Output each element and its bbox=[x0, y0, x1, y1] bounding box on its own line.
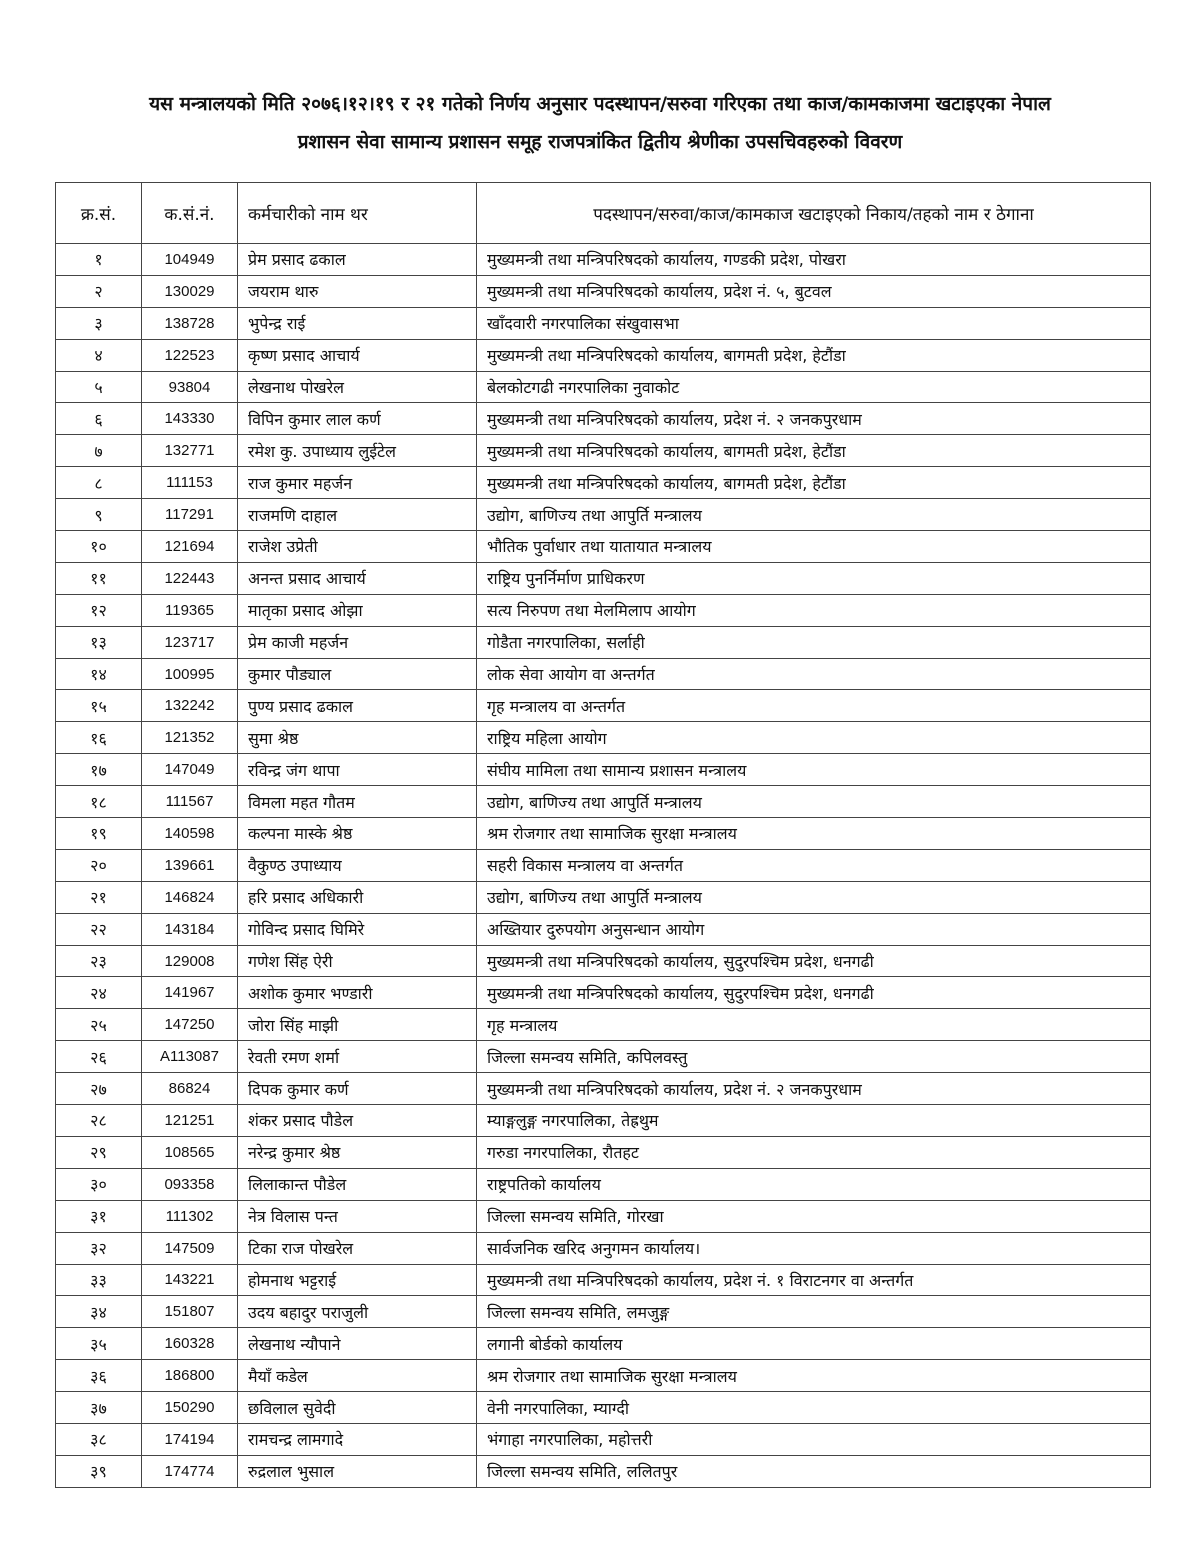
cell-serial-number: ३० bbox=[56, 1168, 142, 1200]
cell-serial-number: १० bbox=[56, 531, 142, 563]
cell-employee-name: कुमार पौड्याल bbox=[238, 658, 477, 690]
cell-posting-office: मुख्यमन्त्री तथा मन्त्रिपरिषदको कार्यालय, बागमती प्रदेश, हेटौंडा bbox=[477, 435, 1151, 467]
cell-employee-code: 111302 bbox=[142, 1200, 238, 1232]
cell-posting-office: राष्ट्रपतिको कार्यालय bbox=[477, 1168, 1151, 1200]
cell-employee-name: छविलाल सुवेदी bbox=[238, 1392, 477, 1424]
cell-employee-name: पुण्य प्रसाद ढकाल bbox=[238, 690, 477, 722]
cell-posting-office: श्रम रोजगार तथा सामाजिक सुरक्षा मन्त्रालय bbox=[477, 1360, 1151, 1392]
cell-serial-number: ४ bbox=[56, 339, 142, 371]
cell-serial-number: २५ bbox=[56, 1009, 142, 1041]
table-row bbox=[56, 435, 1151, 467]
cell-serial-number: १७ bbox=[56, 754, 142, 786]
table-row bbox=[56, 1328, 1151, 1360]
cell-employee-name: हरि प्रसाद अधिकारी bbox=[238, 881, 477, 913]
cell-serial-number: १३ bbox=[56, 626, 142, 658]
cell-posting-office: भौतिक पुर्वाधार तथा यातायात मन्त्रालय bbox=[477, 531, 1151, 563]
cell-posting-office: भंगाहा नगरपालिका, महोत्तरी bbox=[477, 1423, 1151, 1455]
cell-employee-name: रेवती रमण शर्मा bbox=[238, 1041, 477, 1073]
cell-serial-number: ३६ bbox=[56, 1360, 142, 1392]
header-serial-number: क्र.सं. bbox=[56, 183, 142, 244]
cell-employee-name: शंकर प्रसाद पौडेल bbox=[238, 1105, 477, 1137]
document-title-line-2: प्रशासन सेवा सामान्य प्रशासन समूह राजपत्रांकित द्वितीय श्रेणीका उपसचिवहरुको विवरण bbox=[297, 131, 903, 153]
cell-employee-code: 147049 bbox=[142, 754, 238, 786]
table-row bbox=[56, 977, 1151, 1009]
cell-employee-code: 100995 bbox=[142, 658, 238, 690]
table-row bbox=[56, 1105, 1151, 1137]
cell-posting-office: मुख्यमन्त्री तथा मन्त्रिपरिषदको कार्यालय, प्रदेश नं. ५, बुटवल bbox=[477, 275, 1151, 307]
cell-posting-office: मुख्यमन्त्री तथा मन्त्रिपरिषदको कार्यालय, प्रदेश नं. १ विराटनगर वा अन्तर्गत bbox=[477, 1264, 1151, 1296]
cell-serial-number: २ bbox=[56, 275, 142, 307]
cell-employee-name: गणेश सिंह ऐरी bbox=[238, 945, 477, 977]
cell-posting-office: गृह मन्त्रालय वा अन्तर्गत bbox=[477, 690, 1151, 722]
cell-employee-code: 143184 bbox=[142, 913, 238, 945]
document-title-line-1: यस मन्त्रालयको मिति २०७६।१२।१९ र २१ गतेको निर्णय अनुसार पदस्थापन/सरुवा गरिएका तथा काज/कामकाजमा खटाइएका नेपाल bbox=[149, 93, 1051, 115]
table-row bbox=[56, 499, 1151, 531]
cell-employee-code: 147250 bbox=[142, 1009, 238, 1041]
table-row bbox=[56, 403, 1151, 435]
table-row bbox=[56, 307, 1151, 339]
cell-serial-number: ५ bbox=[56, 371, 142, 403]
table-row bbox=[56, 1392, 1151, 1424]
cell-serial-number: ३१ bbox=[56, 1200, 142, 1232]
table-row bbox=[56, 275, 1151, 307]
cell-serial-number: २० bbox=[56, 849, 142, 881]
cell-employee-name: प्रेम प्रसाद ढकाल bbox=[238, 244, 477, 276]
cell-employee-code: 160328 bbox=[142, 1328, 238, 1360]
table-row bbox=[56, 1041, 1151, 1073]
table-row bbox=[56, 722, 1151, 754]
cell-employee-code: 150290 bbox=[142, 1392, 238, 1424]
header-posting-office: पदस्थापन/सरुवा/काज/कामकाज खटाइएको निकाय/तहको नाम र ठेगाना bbox=[477, 183, 1151, 244]
cell-employee-name: अनन्त प्रसाद आचार्य bbox=[238, 562, 477, 594]
table-row bbox=[56, 1455, 1151, 1487]
cell-employee-name: लिलाकान्त पौडेल bbox=[238, 1168, 477, 1200]
cell-serial-number: ३४ bbox=[56, 1296, 142, 1328]
cell-posting-office: मुख्यमन्त्री तथा मन्त्रिपरिषदको कार्यालय, प्रदेश नं. २ जनकपुरधाम bbox=[477, 403, 1151, 435]
cell-employee-code: 111153 bbox=[142, 467, 238, 499]
table-row bbox=[56, 594, 1151, 626]
cell-employee-name: अशोक कुमार भण्डारी bbox=[238, 977, 477, 1009]
table-row bbox=[56, 1232, 1151, 1264]
cell-employee-name: मातृका प्रसाद ओझा bbox=[238, 594, 477, 626]
cell-employee-name: विपिन कुमार लाल कर्ण bbox=[238, 403, 477, 435]
table-row bbox=[56, 913, 1151, 945]
cell-employee-name: राजमणि दाहाल bbox=[238, 499, 477, 531]
cell-employee-code: 186800 bbox=[142, 1360, 238, 1392]
cell-employee-code: 130029 bbox=[142, 275, 238, 307]
cell-serial-number: १५ bbox=[56, 690, 142, 722]
cell-serial-number: १ bbox=[56, 244, 142, 276]
cell-employee-code: 93804 bbox=[142, 371, 238, 403]
cell-serial-number: २४ bbox=[56, 977, 142, 1009]
cell-serial-number: ३ bbox=[56, 307, 142, 339]
cell-employee-code: 119365 bbox=[142, 594, 238, 626]
cell-employee-name: नरेन्द्र कुमार श्रेष्ठ bbox=[238, 1136, 477, 1168]
cell-employee-name: सुमा श्रेष्ठ bbox=[238, 722, 477, 754]
cell-employee-name: लेखनाथ पोखरेल bbox=[238, 371, 477, 403]
cell-employee-code: 147509 bbox=[142, 1232, 238, 1264]
cell-posting-office: मुख्यमन्त्री तथा मन्त्रिपरिषदको कार्यालय, सुदुरपश्चिम प्रदेश, धनगढी bbox=[477, 945, 1151, 977]
table-row bbox=[56, 1423, 1151, 1455]
cell-employee-code: 111567 bbox=[142, 786, 238, 818]
cell-serial-number: १६ bbox=[56, 722, 142, 754]
cell-employee-name: रामचन्द्र लामगादे bbox=[238, 1423, 477, 1455]
cell-posting-office: लगानी बोर्डको कार्यालय bbox=[477, 1328, 1151, 1360]
cell-employee-name: जोरा सिंह माझी bbox=[238, 1009, 477, 1041]
cell-posting-office: म्याङ्गलुङ्ग नगरपालिका, तेह्रथुम bbox=[477, 1105, 1151, 1137]
cell-employee-code: 122443 bbox=[142, 562, 238, 594]
table-row bbox=[56, 562, 1151, 594]
cell-employee-name: दिपक कुमार कर्ण bbox=[238, 1073, 477, 1105]
header-employee-name: कर्मचारीको नाम थर bbox=[238, 183, 477, 244]
cell-employee-code: 146824 bbox=[142, 881, 238, 913]
cell-posting-office: गोडैता नगरपालिका, सर्लाही bbox=[477, 626, 1151, 658]
cell-posting-office: बेलकोटगढी नगरपालिका नुवाकोट bbox=[477, 371, 1151, 403]
cell-posting-office: मुख्यमन्त्री तथा मन्त्रिपरिषदको कार्यालय, बागमती प्रदेश, हेटौंडा bbox=[477, 467, 1151, 499]
cell-posting-office: अख्तियार दुरुपयोग अनुसन्धान आयोग bbox=[477, 913, 1151, 945]
table-row bbox=[56, 818, 1151, 850]
cell-employee-name: कल्पना मास्के श्रेष्ठ bbox=[238, 818, 477, 850]
table-row bbox=[56, 658, 1151, 690]
cell-serial-number: ९ bbox=[56, 499, 142, 531]
cell-employee-name: राजेश उप्रेती bbox=[238, 531, 477, 563]
cell-employee-name: लेखनाथ न्यौपाने bbox=[238, 1328, 477, 1360]
cell-serial-number: १४ bbox=[56, 658, 142, 690]
cell-posting-office: सार्वजनिक खरिद अनुगमन कार्यालय। bbox=[477, 1232, 1151, 1264]
cell-employee-name: नेत्र विलास पन्त bbox=[238, 1200, 477, 1232]
cell-posting-office: उद्योग, बाणिज्य तथा आपुर्ति मन्त्रालय bbox=[477, 499, 1151, 531]
table-row bbox=[56, 1296, 1151, 1328]
cell-employee-code: 104949 bbox=[142, 244, 238, 276]
table-header-row bbox=[56, 183, 1151, 244]
cell-employee-name: रविन्द्र जंग थापा bbox=[238, 754, 477, 786]
cell-posting-office: सहरी विकास मन्त्रालय वा अन्तर्गत bbox=[477, 849, 1151, 881]
table-body bbox=[56, 244, 1151, 1488]
cell-employee-name: जयराम थारु bbox=[238, 275, 477, 307]
cell-posting-office: गरुडा नगरपालिका, रौतहट bbox=[477, 1136, 1151, 1168]
cell-posting-office: उद्योग, बाणिज्य तथा आपुर्ति मन्त्रालय bbox=[477, 786, 1151, 818]
cell-employee-code: 121352 bbox=[142, 722, 238, 754]
cell-serial-number: २७ bbox=[56, 1073, 142, 1105]
cell-serial-number: ३९ bbox=[56, 1455, 142, 1487]
table-row bbox=[56, 754, 1151, 786]
cell-employee-code: 86824 bbox=[142, 1073, 238, 1105]
table-row bbox=[56, 1200, 1151, 1232]
cell-posting-office: मुख्यमन्त्री तथा मन्त्रिपरिषदको कार्यालय, प्रदेश नं. २ जनकपुरधाम bbox=[477, 1073, 1151, 1105]
cell-employee-name: कृष्ण प्रसाद आचार्य bbox=[238, 339, 477, 371]
cell-serial-number: ६ bbox=[56, 403, 142, 435]
cell-employee-code: 139661 bbox=[142, 849, 238, 881]
cell-employee-code: 121251 bbox=[142, 1105, 238, 1137]
cell-serial-number: ७ bbox=[56, 435, 142, 467]
cell-employee-code: 143221 bbox=[142, 1264, 238, 1296]
cell-posting-office: जिल्ला समन्वय समिति, गोरखा bbox=[477, 1200, 1151, 1232]
cell-employee-name: भुपेन्द्र राई bbox=[238, 307, 477, 339]
cell-employee-code: 129008 bbox=[142, 945, 238, 977]
table-row bbox=[56, 1136, 1151, 1168]
cell-employee-name: गोविन्द प्रसाद घिमिरे bbox=[238, 913, 477, 945]
cell-posting-office: जिल्ला समन्वय समिति, लमजुङ्ग bbox=[477, 1296, 1151, 1328]
cell-posting-office: सत्य निरुपण तथा मेलमिलाप आयोग bbox=[477, 594, 1151, 626]
cell-serial-number: ११ bbox=[56, 562, 142, 594]
cell-serial-number: १२ bbox=[56, 594, 142, 626]
cell-employee-code: 121694 bbox=[142, 531, 238, 563]
cell-employee-name: प्रेम काजी महर्जन bbox=[238, 626, 477, 658]
header-employee-code: क.सं.नं. bbox=[142, 183, 238, 244]
cell-employee-code: 132242 bbox=[142, 690, 238, 722]
officer-posting-table bbox=[55, 182, 1151, 1488]
cell-posting-office: संघीय मामिला तथा सामान्य प्रशासन मन्त्रालय bbox=[477, 754, 1151, 786]
cell-serial-number: २६ bbox=[56, 1041, 142, 1073]
cell-serial-number: ३८ bbox=[56, 1423, 142, 1455]
cell-employee-name: रुद्रलाल भुसाल bbox=[238, 1455, 477, 1487]
cell-employee-code: 108565 bbox=[142, 1136, 238, 1168]
table-row bbox=[56, 244, 1151, 276]
cell-employee-code: 151807 bbox=[142, 1296, 238, 1328]
table-row bbox=[56, 786, 1151, 818]
cell-serial-number: २१ bbox=[56, 881, 142, 913]
cell-serial-number: ३५ bbox=[56, 1328, 142, 1360]
cell-employee-name: मैयाँ कडेल bbox=[238, 1360, 477, 1392]
table-row bbox=[56, 339, 1151, 371]
cell-posting-office: लोक सेवा आयोग वा अन्तर्गत bbox=[477, 658, 1151, 690]
cell-serial-number: ८ bbox=[56, 467, 142, 499]
cell-employee-code: 174774 bbox=[142, 1455, 238, 1487]
table-row bbox=[56, 1360, 1151, 1392]
cell-posting-office: खाँदवारी नगरपालिका संखुवासभा bbox=[477, 307, 1151, 339]
cell-employee-code: 140598 bbox=[142, 818, 238, 850]
cell-serial-number: ३३ bbox=[56, 1264, 142, 1296]
cell-posting-office: मुख्यमन्त्री तथा मन्त्रिपरिषदको कार्यालय, गण्डकी प्रदेश, पोखरा bbox=[477, 244, 1151, 276]
cell-employee-code: 138728 bbox=[142, 307, 238, 339]
cell-posting-office: मुख्यमन्त्री तथा मन्त्रिपरिषदको कार्यालय, सुदुरपश्चिम प्रदेश, धनगढी bbox=[477, 977, 1151, 1009]
cell-posting-office: जिल्ला समन्वय समिति, ललितपुर bbox=[477, 1455, 1151, 1487]
table-row bbox=[56, 467, 1151, 499]
cell-serial-number: २८ bbox=[56, 1105, 142, 1137]
cell-posting-office: जिल्ला समन्वय समिति, कपिलवस्तु bbox=[477, 1041, 1151, 1073]
cell-serial-number: २२ bbox=[56, 913, 142, 945]
cell-employee-name: राज कुमार महर्जन bbox=[238, 467, 477, 499]
cell-employee-name: रमेश कु. उपाध्याय लुईटेल bbox=[238, 435, 477, 467]
cell-posting-office: वेनी नगरपालिका, म्याग्दी bbox=[477, 1392, 1151, 1424]
cell-employee-code: 141967 bbox=[142, 977, 238, 1009]
cell-serial-number: १९ bbox=[56, 818, 142, 850]
cell-posting-office: श्रम रोजगार तथा सामाजिक सुरक्षा मन्त्रालय bbox=[477, 818, 1151, 850]
table-row bbox=[56, 849, 1151, 881]
cell-employee-name: विमला महत गौतम bbox=[238, 786, 477, 818]
cell-employee-code: 093358 bbox=[142, 1168, 238, 1200]
table-row bbox=[56, 1264, 1151, 1296]
cell-posting-office: राष्ट्रिय महिला आयोग bbox=[477, 722, 1151, 754]
cell-serial-number: २३ bbox=[56, 945, 142, 977]
cell-employee-code: A113087 bbox=[142, 1041, 238, 1073]
table-row bbox=[56, 1168, 1151, 1200]
table-row bbox=[56, 690, 1151, 722]
table-row bbox=[56, 881, 1151, 913]
cell-posting-office: राष्ट्रिय पुनर्निर्माण प्राधिकरण bbox=[477, 562, 1151, 594]
table-row bbox=[56, 531, 1151, 563]
cell-employee-code: 143330 bbox=[142, 403, 238, 435]
cell-employee-name: वैकुण्ठ उपाध्याय bbox=[238, 849, 477, 881]
table-row bbox=[56, 945, 1151, 977]
cell-employee-code: 122523 bbox=[142, 339, 238, 371]
cell-serial-number: २९ bbox=[56, 1136, 142, 1168]
cell-posting-office: उद्योग, बाणिज्य तथा आपुर्ति मन्त्रालय bbox=[477, 881, 1151, 913]
cell-posting-office: मुख्यमन्त्री तथा मन्त्रिपरिषदको कार्यालय, बागमती प्रदेश, हेटौंडा bbox=[477, 339, 1151, 371]
cell-employee-name: होमनाथ भट्टराई bbox=[238, 1264, 477, 1296]
cell-serial-number: १८ bbox=[56, 786, 142, 818]
cell-employee-code: 117291 bbox=[142, 499, 238, 531]
cell-serial-number: ३७ bbox=[56, 1392, 142, 1424]
cell-employee-name: उदय बहादुर पराजुली bbox=[238, 1296, 477, 1328]
cell-employee-name: टिका राज पोखरेल bbox=[238, 1232, 477, 1264]
table-row bbox=[56, 626, 1151, 658]
cell-employee-code: 174194 bbox=[142, 1423, 238, 1455]
table-row bbox=[56, 1009, 1151, 1041]
cell-serial-number: ३२ bbox=[56, 1232, 142, 1264]
table-row bbox=[56, 1073, 1151, 1105]
cell-posting-office: गृह मन्त्रालय bbox=[477, 1009, 1151, 1041]
table-row bbox=[56, 371, 1151, 403]
cell-employee-code: 123717 bbox=[142, 626, 238, 658]
cell-employee-code: 132771 bbox=[142, 435, 238, 467]
